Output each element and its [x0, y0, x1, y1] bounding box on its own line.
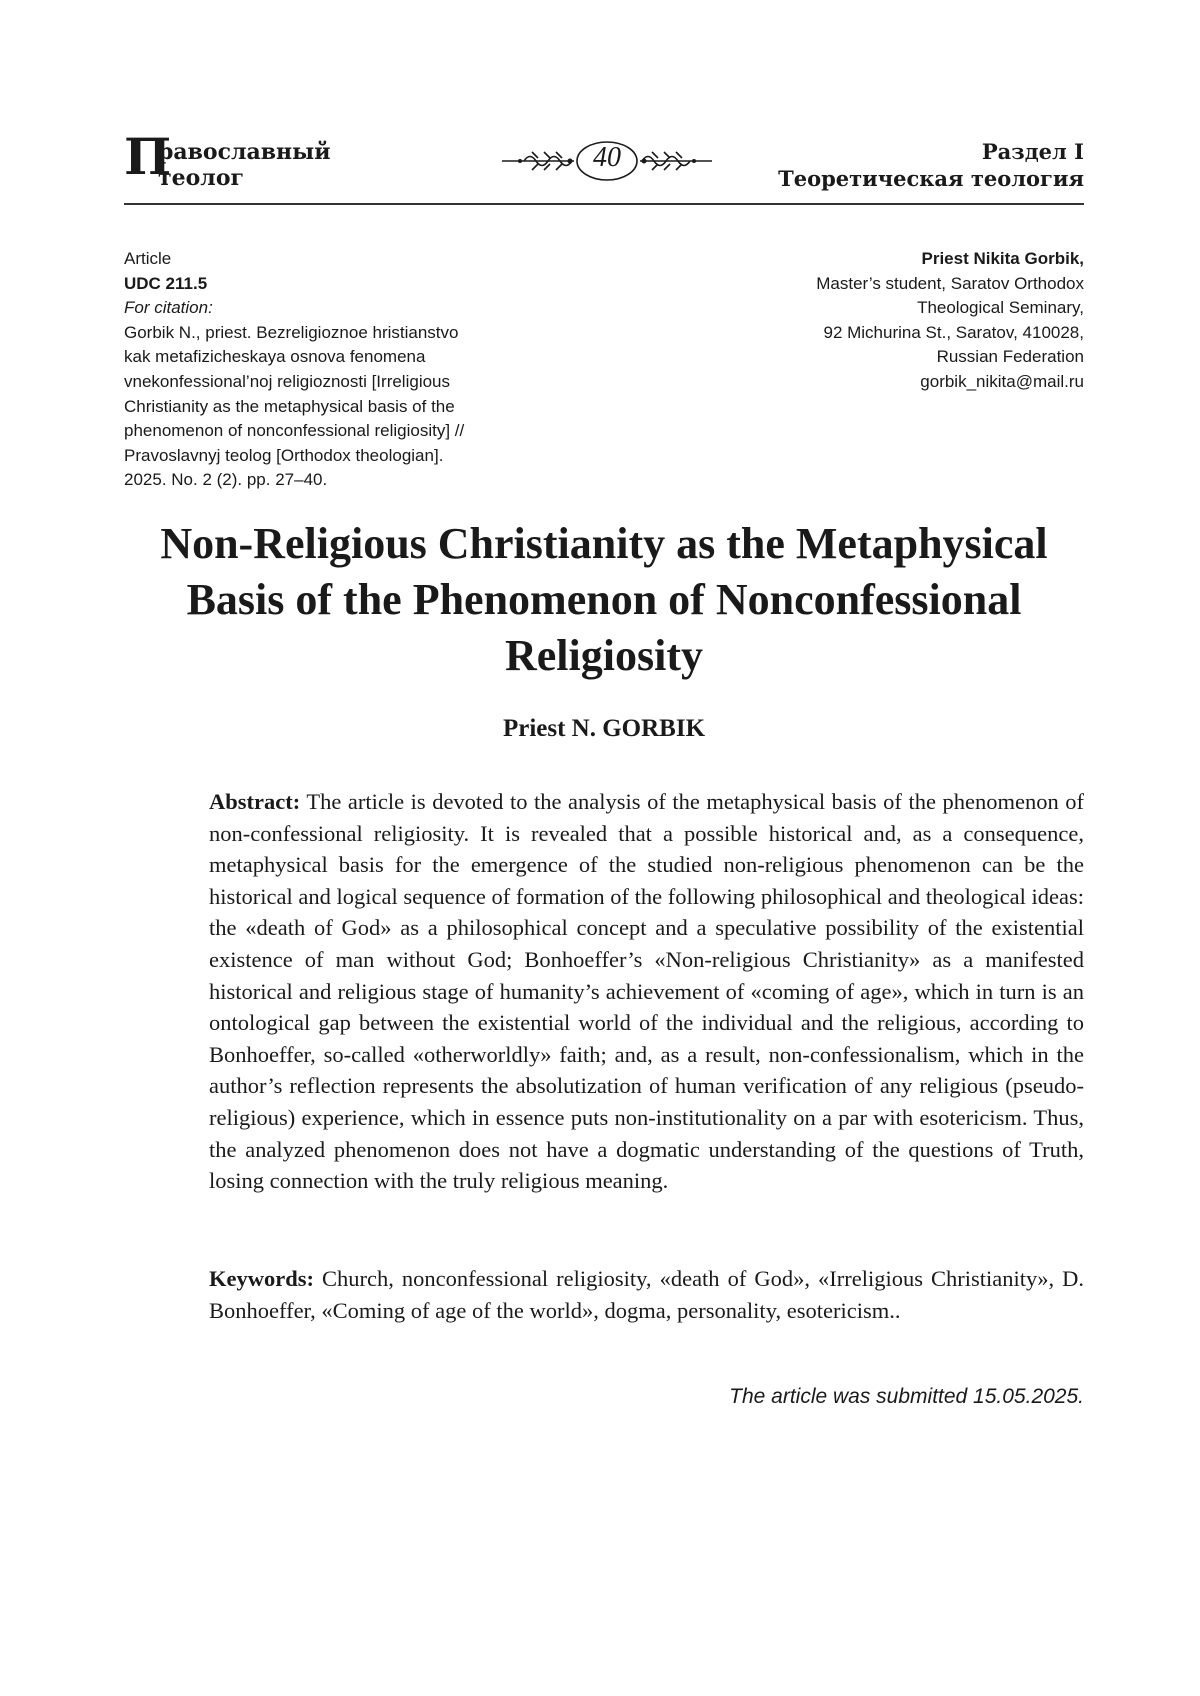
- author-affiliation: Master’s student, Saratov Orthodox: [816, 273, 1084, 293]
- author-byline: Priest N. GORBIK: [502, 715, 706, 742]
- citation-block: [124, 247, 504, 493]
- logo-text-line1: равославный: [158, 139, 331, 165]
- page-number-ornament: [502, 138, 712, 184]
- citation-line: Gorbik N., priest. Bezreligioznoe hristianstvo: [124, 322, 459, 342]
- submission-date: The article was submitted 15.05.2025.: [729, 1385, 1084, 1408]
- section-name: Теоретическая теология: [778, 166, 1084, 191]
- title-line: Basis of the Phenomenon of Nonconfessional: [186, 575, 1022, 624]
- author-affiliation: Theological Seminary,: [917, 298, 1084, 318]
- keywords-text: Church, nonconfessional religiosity, «death of God», «Irreligious Christianity», D. Bonhoeffer, «Coming of age of the world», dogma, personality, esotericism..: [209, 1266, 1085, 1323]
- keywords-label: Keywords:: [209, 1266, 314, 1291]
- abstract: [209, 786, 1084, 1197]
- title-line: Non-Religious Christianity as the Metaphysical: [160, 519, 1048, 568]
- header-divider: [124, 203, 1084, 205]
- author-email: gorbik_nikita@mail.ru: [920, 371, 1084, 391]
- citation-line: Pravoslavnyj teolog [Orthodox theologian].: [124, 445, 444, 465]
- author-name: Priest Nikita Gorbik,: [921, 249, 1084, 268]
- article-title: [124, 516, 1084, 684]
- logo-text-line2: теолог: [158, 165, 244, 191]
- logo-initial-letter: П: [124, 127, 172, 186]
- title-line: Religiosity: [505, 631, 703, 680]
- citation-line: kak metafizicheskaya osnova fenomena: [124, 347, 426, 367]
- section-title: [778, 138, 1084, 192]
- citation-line: 2025. No. 2 (2). pp. 27–40.: [124, 470, 328, 490]
- citation-label: For citation:: [124, 298, 213, 318]
- author-country: Russian Federation: [936, 347, 1084, 367]
- author-address: 92 Michurina St., Saratov, 410028,: [823, 322, 1084, 342]
- section-number: Раздел I: [981, 139, 1084, 164]
- page-number: 40: [593, 142, 621, 173]
- udc-code: UDC 211.5: [124, 273, 208, 293]
- citation-line: phenomenon of nonconfessional religiosity] //: [124, 421, 465, 441]
- abstract-label: Abstract:: [209, 789, 301, 814]
- article-type: Article: [124, 249, 172, 268]
- author-info: [664, 247, 1084, 395]
- journal-logo: [124, 127, 331, 192]
- keywords: [209, 1263, 1084, 1326]
- abstract-text: The article is devoted to the analysis of the metaphysical basis of the phenomenon of non-confessional religiosity. It is revealed that a possible historical and, as a consequence, metaphysical basis for the emergence of the studied non-religious phenomenon can be the historical and logical sequence of formation of the following philosophical and theological ideas: the «death of God» as a philosophical concept and a speculative possibility of the existential existence of man without God; Bonhoeffer’s «Non-religious Christianity» as a manifested historical and religious stage of humanity’s achievement of «coming of age», which in turn is an ontological gap between the existential world of the individual and the religious, according to Bonhoeffer, so-called «otherworldly» faith; and, as a result, non-confessionalism, which in the author’s reflection represents the absolutization of human verification of any religious (pseudo-religious) experience, which in essence puts non-institutionality on a par with esotericism. Thus, the analyzed phenomenon does not have a dogmatic understanding of the questions of Truth, losing connection with the truly religious meaning.: [209, 789, 1085, 1194]
- running-header: [124, 127, 1084, 206]
- citation-line: vnekonfessional’noj religioznosti [Irreligious: [124, 371, 451, 391]
- citation-line: Christianity as the metaphysical basis of the: [124, 396, 455, 416]
